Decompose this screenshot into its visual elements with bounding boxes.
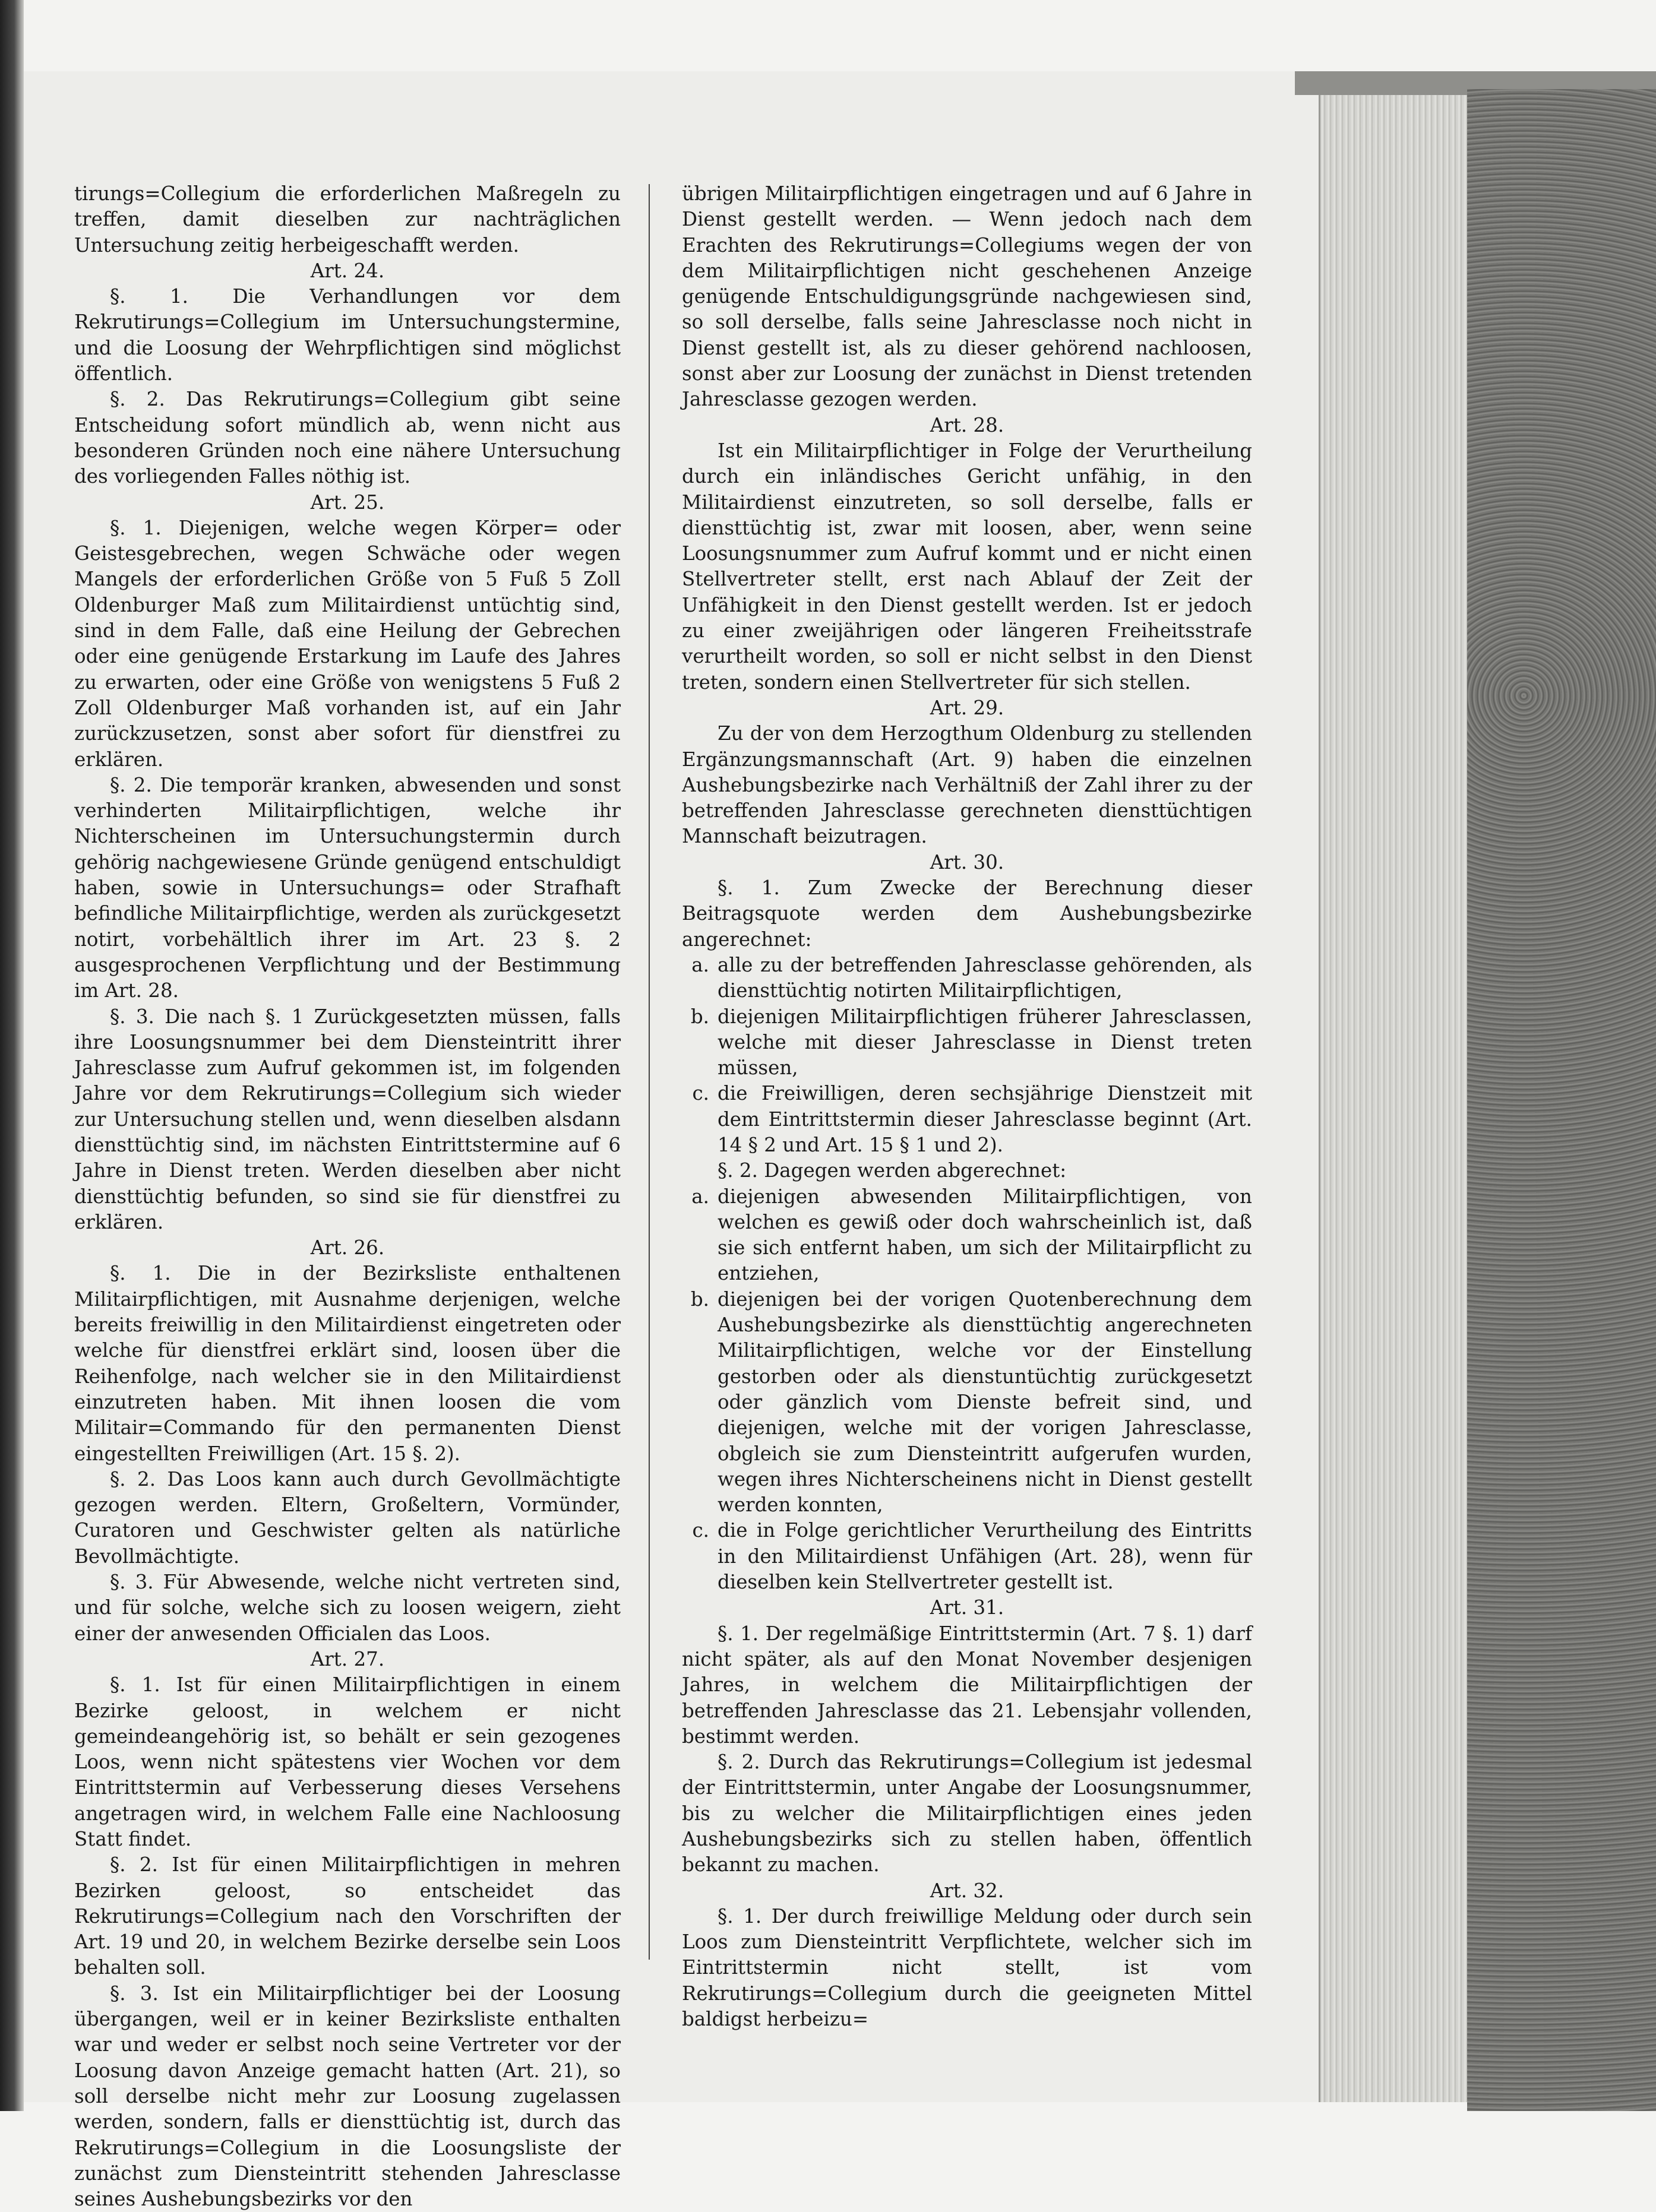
article-heading: Art. 28. — [930, 413, 1004, 436]
list-item-text: die in Folge gerichtlicher Verurtheilung des Eintritts in den Militairdienst Unfähigen (Art. 28), wenn für dieselben kein Stellvertreter gestellt ist. — [718, 1519, 1252, 1594]
left-text-column — [74, 181, 621, 2212]
list-item-letter: a. — [691, 1185, 709, 1208]
list-item — [682, 952, 1252, 1004]
paragraph: Ist ein Militairpflichtiger in Folge der Verurtheilung durch ein inländisches Gericht unfähig, in den Militairdienst einzutreten, so soll derselbe, falls er diensttüchtig ist, zwar mit loosen, aber, wenn seine Loosungsnummer zum Aufruf kommt und er nicht einen Stellvertreter stellt, erst nach Ablauf der Zeit der Unfähigkeit in den Dienst gestellt werden. Ist er jedoch zu einer zweijährigen oder längeren Freiheitsstrafe verurtheilt worden, so soll er nicht selbst in den Dienst treten, sondern einen Stellvertreter für sich stellen. — [682, 439, 1252, 694]
paragraph: §. 2. Dagegen werden abgerechnet: — [718, 1159, 1067, 1182]
paragraph: §. 2. Das Rekrutirungs=Collegium gibt seine Entscheidung sofort mündlich ab, wenn nicht aus besonderen Gründen noch eine nähere Untersuchung des vorliegenden Falles nöthig ist. — [74, 388, 621, 488]
paragraph: §. 1. Der durch freiwillige Meldung oder durch sein Loos zum Diensteintritt Verpflichtete, welcher sich im Eintrittstermin nicht stellt, ist vom Rekrutirungs=Collegium durch die geeigneten Mittel baldigst herbeizu= — [682, 1904, 1252, 2031]
article-heading: Art. 32. — [930, 1879, 1004, 1902]
paragraph: §. 2. Ist für einen Militairpflichtigen in mehren Bezirken geloost, so entscheidet das Rekrutirungs=Collegium nach den Vorschriften der Art. 19 und 20, in welchem Bezirke derselbe sein Loos behalten soll. — [74, 1853, 621, 1979]
paragraph: §. 1. Der regelmäßige Eintrittstermin (Art. 7 §. 1) darf nicht später, als auf den Monat November desjenigen Jahres, in welchem die Militairpflichtigen der betreffenden Jahresclasse das 21. Lebensjahr vollenden, bestimmt werden. — [682, 1622, 1252, 1748]
list-item-letter: c. — [692, 1082, 709, 1105]
paragraph: §. 3. Die nach §. 1 Zurückgesetzten müssen, falls ihre Loosungsnummer bei dem Diensteintritt ihrer Jahresclasse zum Aufruf gekommen ist, im folgenden Jahre vor dem Rekrutirungs=Collegium sich wieder zur Untersuchung stellen und, wenn dieselben alsdann diensttüchtig sind, im nächsten Eintrittstermine auf 6 Jahre in Dienst treten. Werden dieselben aber nicht diensttüchtig befunden, so sind sie für dienstfrei zu erklären. — [74, 1005, 621, 1233]
book-cover — [1467, 89, 1656, 2111]
paragraph: §. 2. Die temporär kranken, abwesenden und sonst verhinderten Militairpflichtigen, welche ihr Nichterscheinen im Untersuchungstermin durch gehörig nachgewiesene Gründe genügend entschuldigt haben, sowie in Untersuchungs= oder Strafhaft befindliche Militairpflichtige, werden als zurückgesetzt notirt, vorbehältlich ihrer im Art. 23 §. 2 ausgesprochenen Verpflichtung und der Bestimmung im Art. 28. — [74, 773, 621, 1002]
article-heading: Art. 29. — [930, 696, 1004, 719]
paragraph: §. 2. Durch das Rekrutirungs=Collegium ist jedesmal der Eintrittstermin, unter Angabe der Loosungsnummer, bis zu welcher die Militairpflichtigen eines jeden Aushebungsbezirks sich zu stellen haben, öffentlich bekannt zu machen. — [682, 1751, 1252, 1876]
list-item — [682, 1081, 1252, 1158]
article-heading: Art. 31. — [930, 1596, 1004, 1619]
list-item-text: diejenigen bei der vorigen Quotenberechnung dem Aushebungsbezirke als diensttüchtig angerechneten Militairpflichtigen, welche vor der Einstellung gestorben oder als dienstuntüchtig zurückgesetzt oder gänzlich vom Dienste befreit sind, und diejenigen, welche mit der vorigen Jahresclasse, obgleich sie zum Diensteintritt aufgerufen wurden, wegen ihres Nichterscheinens nicht in Dienst gestellt werden konnten, — [718, 1287, 1252, 1517]
list-item — [682, 1287, 1252, 1518]
paragraph: §. 3. Ist ein Militairpflichtiger bei der Loosung übergangen, weil er in keiner Bezirksliste enthalten war und weder er selbst noch seine Vertreter vor der Loosung davon Anzeige gemacht hatten (Art. 21), so soll derselbe nicht mehr zur Loosung zugelassen werden, sondern, falls er diensttüchtig ist, durch das Rekrutirungs=Collegium in die Loosungsliste der zunächst zum Diensteintritt stehenden Jahresclasse seines Aushebungsbezirks vor den — [74, 1982, 621, 2211]
paragraph: §. 1. Ist für einen Militairpflichtigen in einem Bezirke geloost, in welchem er nicht gemeindeangehörig ist, so behält er sein gezogenes Loos, wenn nicht spätestens vier Wochen vor dem Eintrittstermin auf Verbesserung dieses Versehens angetragen wird, in welchem Falle eine Nachloosung Statt findet. — [74, 1673, 621, 1850]
article-heading: Art. 30. — [930, 850, 1004, 874]
list-item — [682, 1518, 1252, 1595]
list-item-text: diejenigen Militairpflichtigen früherer Jahresclassen, welche mit dieser Jahresclasse in Dienst treten müssen, — [718, 1005, 1252, 1080]
paragraph: tirungs=Collegium die erforderlichen Maßregeln zu treffen, damit dieselben zur nachträglichen Untersuchung zeitig herbeigeschafft werden. — [74, 182, 621, 257]
list-item — [682, 1184, 1252, 1287]
list-item-letter: b. — [690, 1287, 709, 1311]
article-heading: Art. 25. — [310, 490, 385, 514]
paragraph: übrigen Militairpflichtigen eingetragen und auf 6 Jahre in Dienst gestellt werden. — Wenn jedoch nach dem Erachten des Rekrutirungs=Collegiums wegen der von dem Militairpflichtigen nicht geschehenen Anzeige genügende Entschuldigungsgründe nachgewiesen sind, so soll derselbe, falls seine Jahresclasse noch nicht in Dienst gestellt ist, als zu dieser gehörend nachloosen, sonst aber zur Loosung der zunächst in Dienst tretenden Jahresclasse gezogen werden. — [682, 182, 1252, 411]
paragraph: Zu der von dem Herzogthum Oldenburg zu stellenden Ergänzungsmannschaft (Art. 9) haben die einzelnen Aushebungsbezirke nach Verhältniß der Zahl ihrer zu der betreffenden Jahresclasse gerechneten diensttüchtigen Mannschaft beizutragen. — [682, 722, 1252, 848]
paragraph: §. 1. Die in der Bezirksliste enthaltenen Militairpflichtigen, mit Ausnahme derjenigen, welche bereits freiwillig in den Militairdienst eingetreten oder welche für dienstfrei erklärt sind, loosen über die Reihenfolge, nach welcher sie in den Militairdienst einzutreten haben. Mit ihnen loosen die vom Militair=Commando für den permanenten Dienst eingestellten Freiwilligen (Art. 15 §. 2). — [74, 1262, 621, 1465]
list-item-text: diejenigen abwesenden Militairpflichtigen, von welchen es gewiß oder doch wahrscheinlich ist, daß sie sich entfernt haben, um sich der Militairpflicht zu entziehen, — [718, 1185, 1252, 1285]
book-gutter — [0, 0, 24, 2111]
paragraph: §. 1. Die Verhandlungen vor dem Rekrutirungs=Collegium im Untersuchungstermine, und die Loosung der Wehrpflichtigen sind möglichst öffentlich. — [74, 285, 621, 385]
article-heading: Art. 27. — [310, 1647, 385, 1670]
paragraph: §. 1. Diejenigen, welche wegen Körper= oder Geistesgebrechen, wegen Schwäche oder wegen Mangels der erforderlichen Größe von 5 Fuß 5 Zoll Oldenburger Maß zum Militairdienst untüchtig sind, sind in dem Falle, daß eine Heilung der Gebrechen oder eine genügende Erstarkung im Laufe des Jahres zu erwarten, oder eine Größe von wenigstens 5 Fuß 2 Zoll Oldenburger Maß vorhanden ist, auf ein Jahr zurückzusetzen, sonst aber sofort für dienstfrei zu erklären. — [74, 516, 621, 771]
paragraph: §. 3. Für Abwesende, welche nicht vertreten sind, und für solche, welche sich zu loosen weigern, zieht einer der anwesenden Officialen das Loos. — [74, 1571, 621, 1645]
list-item-text: alle zu der betreffenden Jahresclasse gehörenden, als diensttüchtig notirten Militairpflichtigen, — [718, 953, 1252, 1002]
list-item-letter: b. — [690, 1005, 709, 1028]
list-item-letter: a. — [691, 953, 709, 976]
article-heading: Art. 24. — [310, 259, 385, 282]
list-item-text: die Freiwilligen, deren sechsjährige Dienstzeit mit dem Eintrittstermin dieser Jahresclasse beginnt (Art. 14 § 2 und Art. 15 § 1 und 2). — [718, 1082, 1252, 1156]
list-item — [682, 1004, 1252, 1081]
article-heading: Art. 26. — [310, 1236, 385, 1260]
column-divider — [649, 184, 650, 1960]
paragraph: §. 1. Zum Zwecke der Berechnung dieser Beitragsquote werden dem Aushebungsbezirke angerechnet: — [682, 876, 1252, 951]
list-item-letter: c. — [692, 1519, 709, 1542]
paragraph: §. 2. Das Loos kann auch durch Gevollmächtigte gezogen werden. Eltern, Großeltern, Vormünder, Curatoren und Geschwister gelten als natürliche Bevollmächtigte. — [74, 1467, 621, 1568]
right-text-column — [682, 181, 1252, 2032]
